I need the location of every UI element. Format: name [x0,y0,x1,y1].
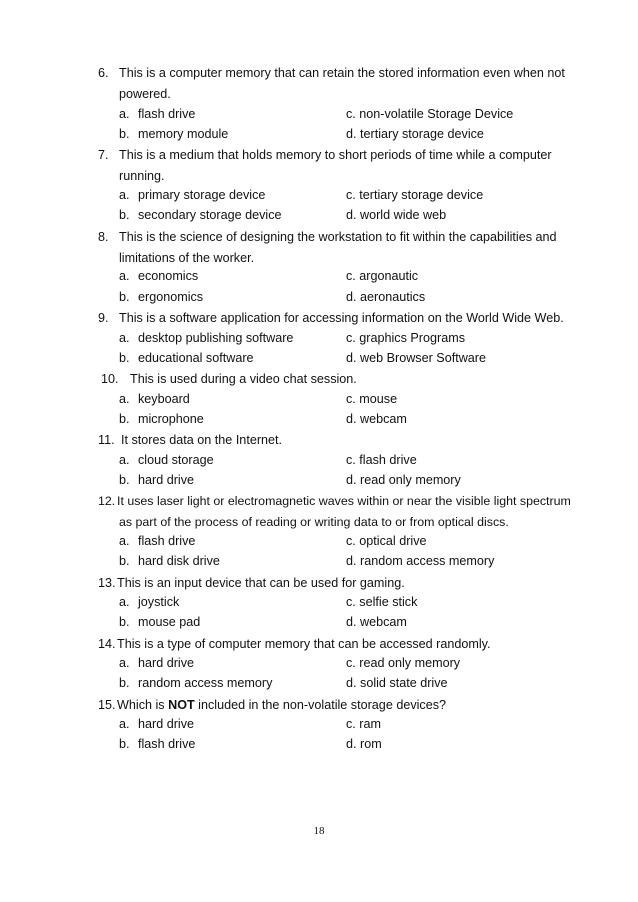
option-letter: b. [119,290,130,304]
option-letter: c. [346,188,356,202]
option-letter: d. [346,615,357,629]
option-d [346,553,494,569]
question-number: 6. [98,66,109,80]
question-number: 15. [98,698,116,712]
option-letter: a. [119,595,130,609]
option-letter: a. [119,717,130,731]
option-letter: a. [119,188,130,202]
option-text: flash drive [138,107,196,121]
question-number: 9. [98,311,109,325]
option-c [346,716,381,732]
option-text: joystick [138,595,180,609]
option-a [119,391,190,407]
question-9 [98,308,564,329]
option-d [346,614,407,630]
option-c [346,187,483,203]
option-c [346,106,513,122]
question-13 [98,573,554,594]
question-emphasis: NOT [168,698,195,712]
option-letter: c. [346,269,356,283]
question-number: 11. [98,433,115,447]
option-text: mouse [359,392,398,406]
option-letter: a. [119,331,130,345]
option-b [119,736,195,752]
option-letter: b. [119,412,130,426]
option-letter: b. [119,676,130,690]
option-letter: b. [119,615,130,629]
option-a [119,452,214,468]
question-text-line: It uses laser light or electromagnetic waves within or near the visible light spectrum [117,494,571,508]
option-letter: c. [346,392,356,406]
question-text-line: running. [119,168,165,183]
option-text: webcam [360,412,407,426]
question-number: 12. [98,494,116,508]
option-text: random access memory [138,676,273,690]
option-text: flash drive [359,453,417,467]
option-text: web Browser Software [360,351,487,365]
option-b [119,126,228,142]
option-d [346,411,407,427]
question-number: 8. [98,230,109,244]
option-a [119,655,194,671]
question-text-start: Which is [117,698,169,712]
option-text: rom [360,737,382,751]
option-letter: a. [119,656,130,670]
option-letter: d. [346,127,357,141]
question-text-line: powered. [119,86,171,101]
option-a [119,106,195,122]
option-text: optical drive [359,534,427,548]
option-c [346,452,417,468]
option-letter: b. [119,473,130,487]
question-text-line: This is a computer memory that can retain the stored information even when not [119,66,565,80]
option-a [119,716,194,732]
option-b [119,675,272,691]
page-number: 18 [313,825,325,837]
question-text-line: limitations of the worker. [119,250,255,265]
option-text: educational software [138,351,254,365]
option-d [346,126,484,142]
option-text: read only memory [359,656,461,670]
option-b [119,350,254,366]
option-letter: a. [119,453,130,467]
question-text-line: This is the science of designing the workstation to fit within the capabilities and [119,230,557,244]
question-text-line: This is a type of computer memory that can be accessed randomly. [117,637,491,651]
option-a [119,268,198,284]
option-d [346,289,425,305]
question-text-end: included in the non-volatile storage devices? [194,698,447,712]
option-letter: c. [346,656,356,670]
option-letter: d. [346,676,357,690]
option-text: economics [138,269,199,283]
option-letter: b. [119,351,130,365]
option-c [346,533,427,549]
question-text-line: as part of the process of reading or writing data to or from optical discs. [119,514,509,529]
option-c [346,594,417,610]
question-6 [98,63,565,104]
question-11 [98,430,554,451]
option-text: keyboard [138,392,190,406]
option-text: primary storage device [138,188,266,202]
option-b [119,472,194,488]
option-text: secondary storage device [138,208,282,222]
option-text: hard drive [138,656,195,670]
option-a [119,594,179,610]
option-b [119,553,220,569]
option-d [346,350,486,366]
option-text: cloud storage [138,453,214,467]
option-text: ergonomics [138,290,204,304]
option-d [346,472,461,488]
question-12 [98,491,571,532]
option-a [119,330,293,346]
option-text: solid state drive [360,676,448,690]
option-d [346,675,448,691]
option-text: argonautic [359,269,419,283]
option-c [346,391,397,407]
question-15 [98,695,554,716]
option-letter: c. [346,107,356,121]
option-a [119,187,265,203]
question-10 [101,369,557,390]
option-text: aeronautics [360,290,426,304]
option-letter: a. [119,269,130,283]
question-text-line: This is used during a video chat session. [130,372,357,386]
option-text: read only memory [360,473,461,487]
option-text: flash drive [138,534,196,548]
option-text: graphics Programs [359,331,465,345]
option-letter: a. [119,534,130,548]
option-text: tertiary storage device [359,188,484,202]
question-number: 7. [98,148,109,162]
option-c [346,655,460,671]
option-letter: d. [346,473,357,487]
option-text: non-volatile Storage Device [359,107,514,121]
question-text-line: This is an input device that can be used for gaming. [117,576,405,590]
option-letter: d. [346,208,357,222]
option-letter: b. [119,208,130,222]
option-letter: c. [346,717,356,731]
option-d [346,736,382,752]
question-number: 14. [98,637,116,651]
option-letter: d. [346,290,357,304]
option-text: hard drive [138,717,195,731]
option-c [346,268,418,284]
question-text-line: This is a medium that holds memory to short periods of time while a computer [119,148,552,162]
option-a [119,533,195,549]
option-text: world wide web [360,208,447,222]
option-letter: c. [346,453,356,467]
option-text: microphone [138,412,204,426]
option-text: memory module [138,127,229,141]
option-letter: a. [119,107,130,121]
option-text: webcam [360,615,407,629]
option-text: hard drive [138,473,195,487]
option-text: tertiary storage device [360,127,484,141]
option-text: hard disk drive [138,554,220,568]
option-text: flash drive [138,737,196,751]
option-letter: d. [346,554,357,568]
option-c [346,330,465,346]
option-letter: b. [119,737,130,751]
option-b [119,289,203,305]
question-number: 10. [101,372,119,386]
option-b [119,207,282,223]
question-14 [98,634,554,655]
question-7 [98,145,554,186]
option-d [346,207,446,223]
option-b [119,614,200,630]
question-text-line: This is a software application for accessing information on the World Wide Web. [119,311,564,325]
option-text: random access memory [360,554,495,568]
option-b [119,411,204,427]
option-letter: c. [346,534,356,548]
question-text-line: It stores data on the Internet. [121,433,283,447]
option-letter: b. [119,554,130,568]
question-8 [98,227,557,268]
option-letter: d. [346,412,357,426]
option-letter: c. [346,331,356,345]
option-text: mouse pad [138,615,201,629]
option-letter: d. [346,737,357,751]
option-letter: d. [346,351,357,365]
option-text: desktop publishing software [138,331,294,345]
option-letter: c. [346,595,356,609]
option-letter: b. [119,127,130,141]
option-letter: a. [119,392,130,406]
question-number: 13. [98,576,116,590]
option-text: selfie stick [359,595,418,609]
option-text: ram [359,717,381,731]
